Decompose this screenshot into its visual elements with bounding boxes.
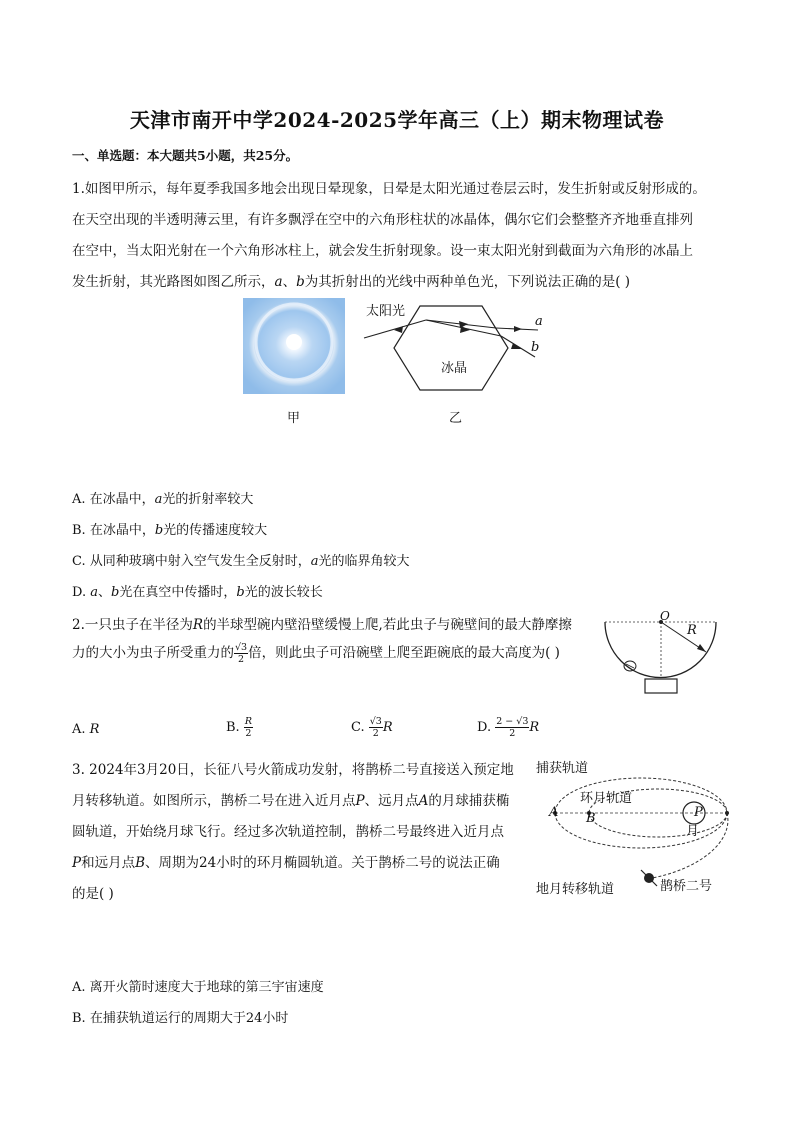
label-O: O bbox=[660, 609, 670, 623]
incident-ray bbox=[364, 320, 426, 338]
label-B: B bbox=[586, 811, 596, 826]
figure-jia-caption: 甲 bbox=[287, 411, 301, 426]
q1-line-1: 1.如图甲所示，每年夏季我国多地会出现日晕现象，日晕是太阳光通过卷层云时，发生折射或反射形成的。 bbox=[72, 181, 706, 197]
q1-line-2: 在天空出现的半透明薄云里，有许多飘浮在空中的六角形柱状的冰晶体，偶尔它们会整整齐齐地垂直排列 bbox=[72, 212, 693, 228]
label-P: P bbox=[694, 805, 703, 820]
label-A: A bbox=[549, 805, 559, 820]
label-ray-b: b bbox=[531, 340, 540, 355]
q1-option-c: C. 从同种玻璃中射入空气发生全反射时，a光的临界角较大 bbox=[72, 554, 410, 569]
hexagon-crystal bbox=[394, 306, 508, 390]
q3-line-2: 月转移轨道。如图所示，鹊桥二号在进入近月点P、远月点A的月球捕获椭 bbox=[72, 793, 510, 809]
q3-line-3: 圆轨道，开始绕月球飞行。经过多次轨道控制，鹊桥二号最终进入近月点 bbox=[72, 824, 504, 840]
q3-option-b: B. 在捕获轨道运行的周期大于24小时 bbox=[72, 1011, 289, 1026]
q3-line-4: P和远月点B、周期为24小时的环月椭圆轨道。关于鹊桥二号的说法正确 bbox=[72, 855, 500, 871]
q3-option-a: A. 离开火箭时速度大于地球的第三宇宙速度 bbox=[72, 980, 324, 995]
label-moon: 月 bbox=[686, 824, 700, 839]
label-capture-orbit: 捕获轨道 bbox=[536, 761, 589, 776]
q2-option-b: B. $\frac{R}{2}$ bbox=[226, 716, 252, 739]
q2-option-c: C. $\frac{√3}{2}$ R bbox=[351, 716, 393, 739]
q2-option-d: D. $\frac{2 - √3}{2}$ R bbox=[477, 716, 540, 739]
figure-yi-caption: 乙 bbox=[449, 411, 463, 426]
label-probe: 鹊桥二号 bbox=[660, 879, 713, 894]
q3-line-1: 3. 2024年3月20日，长征八号火箭成功发射，将鹊桥二号直接送入预定地 bbox=[72, 762, 514, 778]
q3-line-5: 的是( ) bbox=[72, 886, 114, 902]
label-transfer-orbit: 地月转移轨道 bbox=[536, 882, 615, 897]
label-sunlight: 太阳光 bbox=[366, 304, 406, 319]
q1-line-3: 在空中，当太阳光射在一个六角形冰柱上，就会发生折射现象。设一束太阳光射到截面为六角形的冰晶上 bbox=[72, 243, 693, 259]
q1-option-a: A. 在冰晶中，a光的折射率较大 bbox=[72, 492, 254, 507]
section-heading: 一、单选题：本大题共5小题，共25分。 bbox=[72, 148, 299, 163]
q1-option-b: B. 在冰晶中，b光的传播速度较大 bbox=[72, 523, 268, 538]
q1-line-4: 发生折射，其光路图如图乙所示，a、b为其折射出的光线中两种单色光，下列说法正确的是( ) bbox=[72, 274, 631, 290]
label-R: R bbox=[687, 623, 697, 638]
halo-photo bbox=[243, 298, 345, 394]
q1-option-d: D. a、b光在真空中传播时，b光的波长较长 bbox=[72, 585, 323, 600]
label-ray-a: a bbox=[535, 314, 543, 329]
q2-line-1: 2.一只虫子在半径为R的半球型碗内壁沿壁缓慢上爬,若此虫子与碗壁间的最大静摩擦 bbox=[72, 617, 572, 633]
label-lunar-orbit: 环月轨道 bbox=[580, 791, 633, 806]
q2-option-a: A. R bbox=[72, 722, 100, 737]
label-crystal: 冰晶 bbox=[441, 361, 468, 376]
page-title: 天津市南开中学2024-2025学年高三（上）期末物理试卷 bbox=[129, 108, 665, 132]
q2-line-2: 力的大小为虫子所受重力的 $\frac{√3}{2}$ 倍，则此虫子可沿碗壁上爬至距碗底的最大高度为( ) bbox=[72, 642, 560, 665]
fraction-sqrt3-over-2: $\frac{√3}{2}$ bbox=[235, 642, 248, 665]
